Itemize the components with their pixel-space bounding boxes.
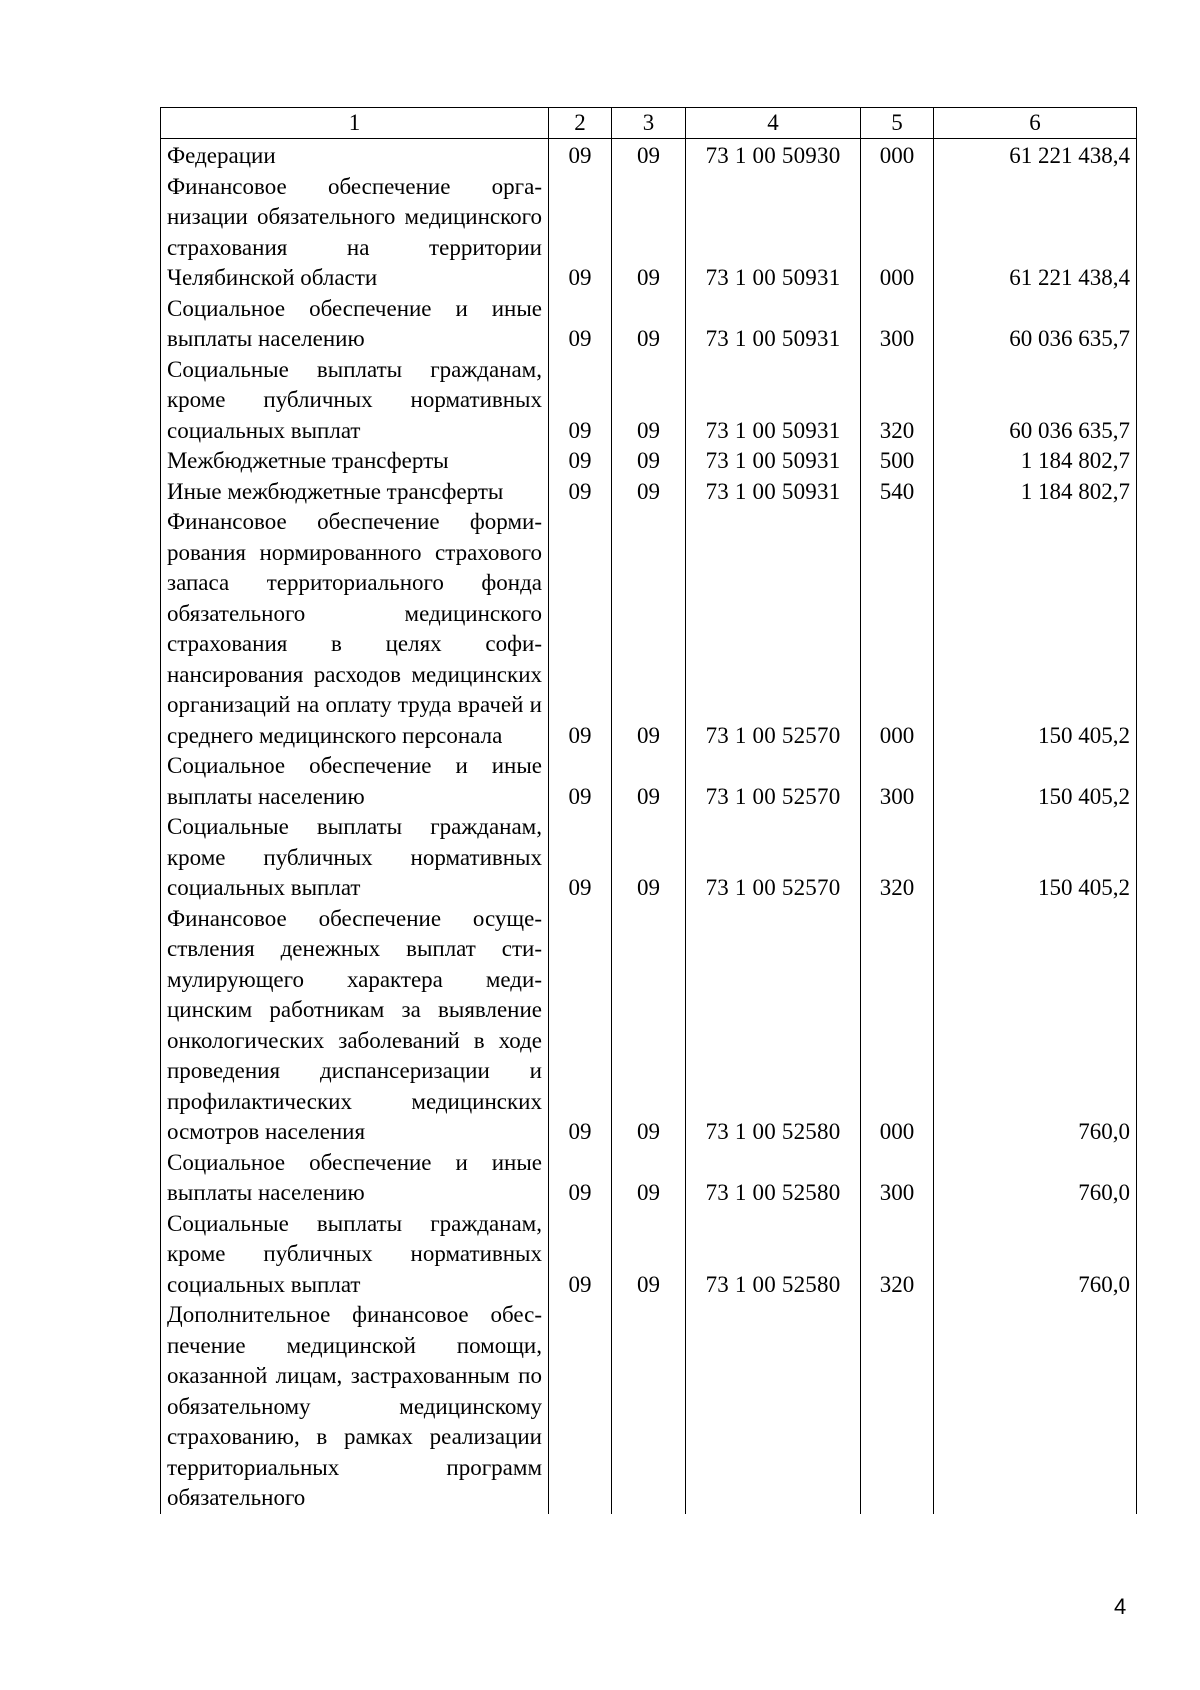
- row-section: 09: [549, 751, 612, 812]
- row-expense-type: 320: [861, 355, 934, 447]
- row-amount: 760,0: [934, 1148, 1137, 1209]
- row-expense-type: 320: [861, 812, 934, 904]
- row-target-code: 73 1 00 50930: [686, 139, 861, 172]
- table-row: [161, 904, 1137, 1148]
- row-amount: 1 184 802,7: [934, 446, 1137, 477]
- row-subsection: 09: [612, 139, 686, 172]
- row-amount: 61 221 438,4: [934, 139, 1137, 172]
- row-target-code: [686, 1300, 861, 1514]
- row-name: Социальные выплаты гражданам, кроме публичных нормативных социальных выплат: [161, 355, 549, 447]
- row-name: Социальные выплаты гражданам, кроме публичных нормативных социальных выплат: [161, 1209, 549, 1301]
- table-row: [161, 812, 1137, 904]
- row-amount: 61 221 438,4: [934, 172, 1137, 294]
- row-expense-type: 000: [861, 139, 934, 172]
- row-name: Финансовое обеспечение осуществления денежных выплат стимулирующего характера медицинским работникам за выявление онкологических заболеваний в ходе проведения диспансеризации и профилактических медицинских осмотров населения: [161, 904, 549, 1148]
- row-subsection: 09: [612, 904, 686, 1148]
- row-amount: 60 036 635,7: [934, 294, 1137, 355]
- row-target-code: 73 1 00 50931: [686, 172, 861, 294]
- header-col-1: 1: [161, 108, 549, 139]
- row-target-code: 73 1 00 52570: [686, 751, 861, 812]
- row-expense-type: 540: [861, 477, 934, 508]
- header-col-3: 3: [612, 108, 686, 139]
- row-expense-type: 300: [861, 751, 934, 812]
- row-amount: 150 405,2: [934, 812, 1137, 904]
- row-expense-type: 000: [861, 172, 934, 294]
- row-target-code: 73 1 00 50931: [686, 294, 861, 355]
- row-name: Социальное обеспечение и иные выплаты населению: [161, 751, 549, 812]
- row-expense-type: [861, 1300, 934, 1514]
- row-section: 09: [549, 355, 612, 447]
- row-amount: 1 184 802,7: [934, 477, 1137, 508]
- row-target-code: 73 1 00 52580: [686, 904, 861, 1148]
- row-subsection: 09: [612, 1209, 686, 1301]
- table-row: [161, 1148, 1137, 1209]
- row-target-code: 73 1 00 50931: [686, 355, 861, 447]
- row-subsection: 09: [612, 507, 686, 751]
- row-section: 09: [549, 1209, 612, 1301]
- row-name: Дополнительное финансовое обеспечение медицинской помощи, оказанной лицам, застрахованным по обязательному медицинскому страхованию, в рамках реализации территориальных программ обязательного: [161, 1300, 549, 1514]
- row-section: 09: [549, 172, 612, 294]
- row-section: 09: [549, 446, 612, 477]
- table-row: [161, 294, 1137, 355]
- row-expense-type: 500: [861, 446, 934, 477]
- row-target-code: 73 1 00 52570: [686, 812, 861, 904]
- table-row: [161, 172, 1137, 294]
- row-target-code: 73 1 00 52580: [686, 1209, 861, 1301]
- row-amount: 760,0: [934, 1209, 1137, 1301]
- row-section: 09: [549, 294, 612, 355]
- row-subsection: 09: [612, 294, 686, 355]
- table-row: [161, 751, 1137, 812]
- row-expense-type: 000: [861, 507, 934, 751]
- row-name: Финансовое обеспечение организации обязательного медицинского страхования на территории Челябинской области: [161, 172, 549, 294]
- row-expense-type: 320: [861, 1209, 934, 1301]
- row-name: Межбюджетные трансферты: [161, 446, 549, 477]
- table-header: [161, 108, 1137, 139]
- row-name: Финансовое обеспечение формирования нормированного страхового запаса территориального фонда обязательного медицинского страхования в целях софинансирования расходов медицинских организаций на оплату труда врачей и среднего медицинского персонала: [161, 507, 549, 751]
- row-subsection: 09: [612, 812, 686, 904]
- table-body: [161, 139, 1137, 1514]
- row-section: 09: [549, 812, 612, 904]
- header-col-4: 4: [686, 108, 861, 139]
- row-name: Иные межбюджетные трансферты: [161, 477, 549, 508]
- table-row: [161, 1209, 1137, 1301]
- row-target-code: 73 1 00 50931: [686, 446, 861, 477]
- row-target-code: 73 1 00 52570: [686, 507, 861, 751]
- table-row: [161, 1300, 1137, 1514]
- row-expense-type: 300: [861, 1148, 934, 1209]
- row-target-code: 73 1 00 50931: [686, 477, 861, 508]
- table-row: [161, 507, 1137, 751]
- row-subsection: 09: [612, 355, 686, 447]
- row-name: Социальное обеспечение и иные выплаты населению: [161, 294, 549, 355]
- table-row: [161, 477, 1137, 508]
- row-subsection: 09: [612, 477, 686, 508]
- row-expense-type: 300: [861, 294, 934, 355]
- row-section: 09: [549, 139, 612, 172]
- header-col-2: 2: [549, 108, 612, 139]
- row-name: Социальные выплаты гражданам, кроме публичных нормативных социальных выплат: [161, 812, 549, 904]
- header-col-6: 6: [934, 108, 1137, 139]
- row-subsection: [612, 1300, 686, 1514]
- table-row: [161, 446, 1137, 477]
- row-subsection: 09: [612, 1148, 686, 1209]
- row-name: Федерации: [161, 139, 549, 172]
- row-amount: [934, 1300, 1137, 1514]
- row-amount: 760,0: [934, 904, 1137, 1148]
- table-row: [161, 139, 1137, 172]
- row-name: Социальное обеспечение и иные выплаты населению: [161, 1148, 549, 1209]
- row-expense-type: 000: [861, 904, 934, 1148]
- row-subsection: 09: [612, 751, 686, 812]
- row-section: 09: [549, 1148, 612, 1209]
- budget-table: [160, 107, 1137, 1514]
- row-amount: 150 405,2: [934, 507, 1137, 751]
- row-section: 09: [549, 477, 612, 508]
- row-subsection: 09: [612, 172, 686, 294]
- row-section: 09: [549, 904, 612, 1148]
- row-amount: 60 036 635,7: [934, 355, 1137, 447]
- row-section: [549, 1300, 612, 1514]
- table-row: [161, 355, 1137, 447]
- row-subsection: 09: [612, 446, 686, 477]
- row-target-code: 73 1 00 52580: [686, 1148, 861, 1209]
- row-section: 09: [549, 507, 612, 751]
- row-amount: 150 405,2: [934, 751, 1137, 812]
- header-col-5: 5: [861, 108, 934, 139]
- page-number: 4: [1114, 1594, 1127, 1619]
